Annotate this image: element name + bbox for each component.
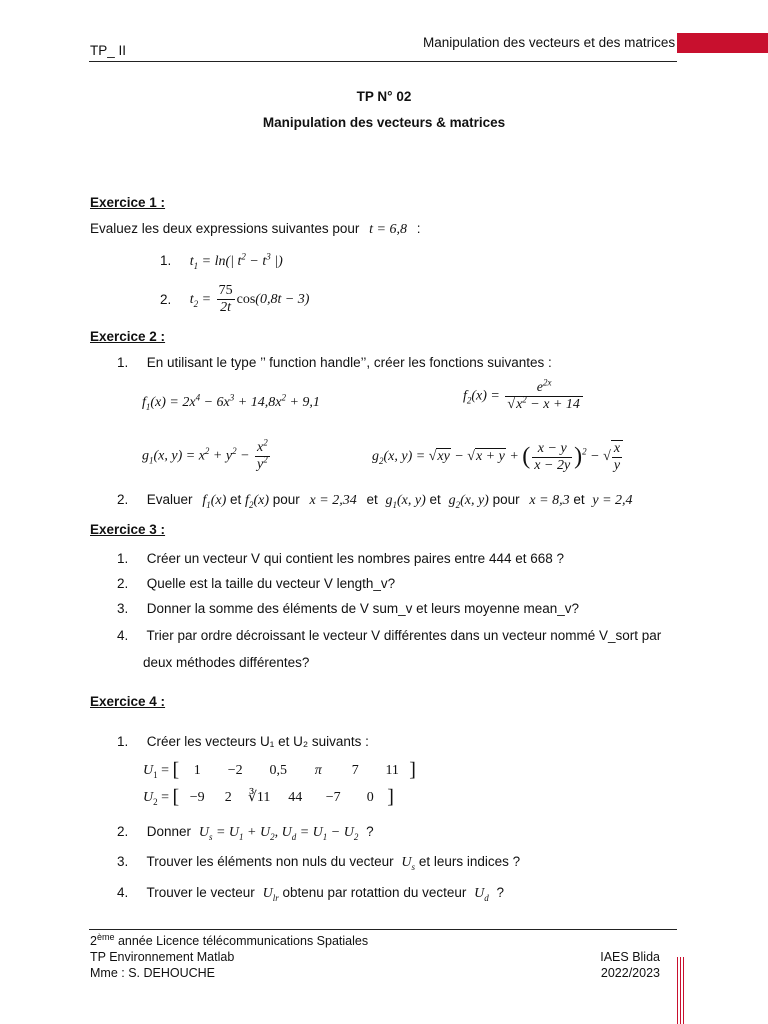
ex3-item-2-num: 2. <box>117 576 129 591</box>
ex4-item-3 <box>117 854 520 871</box>
u2-cell: −9 <box>189 790 205 805</box>
ex2-f2x: $f_2(x)$ <box>245 493 269 510</box>
ex3-item-3 <box>117 601 579 616</box>
footer-year-num: 2 <box>90 934 97 948</box>
footer-line-3: Mme : S. DEHOUCHE <box>90 966 216 980</box>
ex2-item-2-evaluer: Evaluer <box>146 492 193 507</box>
ex4-ulr: $U_{lr}$ <box>262 886 279 903</box>
doc-title: TP N° 02 <box>356 89 412 104</box>
ex1-item-1 <box>160 253 283 270</box>
ex3-item-2-text: Quelle est la taille du vecteur V length_v? <box>146 576 396 591</box>
ex4-item-4-end: ? <box>496 885 505 900</box>
ex2-item-2 <box>117 492 633 509</box>
ex4-item-1 <box>117 734 369 749</box>
footer-accent-bars <box>677 957 687 1024</box>
ex2-formula-g2: $g_2(x$, y) = √xy − √x + y + ( $\frac{x - y}{x - 2y}$ )$^2$ − √ $\frac{x}{y}$ <box>372 440 625 474</box>
ex1-t-value: t = 6,8 <box>369 222 408 237</box>
header-accent-bar <box>677 33 768 53</box>
ex2-et-1: et <box>230 492 242 507</box>
ex2-formula-f2: $f_2(x)$ = $\frac{e^{2x}}{√x^2 - x + 14}$ <box>463 380 585 413</box>
ex4-item-2-end: ? <box>366 824 374 839</box>
ex4-item-2-num: 2. <box>117 824 129 839</box>
ex4-item-3-num: 3. <box>117 854 129 869</box>
u1-cell: −2 <box>227 763 243 778</box>
ex2-et-2: et <box>366 492 378 507</box>
header-left: TP_ II <box>90 43 127 58</box>
ex4-item-3-end: et leurs indices ? <box>418 854 521 869</box>
u1-cell: 0,5 <box>269 763 287 778</box>
ex4-vector-u1: $U_1$ = [ 1 −2 0,5 π 7 11 ] <box>143 759 416 781</box>
ex3-item-4-cont: deux méthodes différentes? <box>143 655 310 670</box>
ex2-item-1-text: En utilisant le type ’’ function handle’’, créer les fonctions suivantes : <box>146 355 552 370</box>
footer-year-sup: ème <box>96 931 115 942</box>
ex3-item-4-num: 4. <box>117 628 129 643</box>
ex2-pour-2: pour <box>492 492 520 507</box>
ex4-item-4-text: Trouver le vecteur <box>146 885 255 900</box>
ex1-formula-t2: $t_2$ = $\frac{75}{2t}$ cos(0,8t − 3) <box>189 283 310 315</box>
ex2-item-2-num: 2. <box>117 492 129 507</box>
ex1-intro-text: Evaluez les deux expressions suivantes pour <box>90 221 360 236</box>
u2-cell: 44 <box>288 790 303 805</box>
ex3-item-1-num: 1. <box>117 551 129 566</box>
ex4-us: $U_s$ <box>401 855 416 872</box>
ex4-item-3-text: Trouver les éléments non nuls du vecteur <box>146 854 394 869</box>
doc-subtitle: Manipulation des vecteurs & matrices <box>262 115 506 130</box>
ex2-heading: Exercice 2 : <box>90 329 166 344</box>
ex2-pour-1: pour <box>272 492 300 507</box>
ex3-item-4 <box>117 628 661 643</box>
ex4-item-2-text: Donner <box>146 824 192 839</box>
ex3-item-3-text: Donner la somme des éléments de V sum_v et leurs moyenne mean_v? <box>146 601 579 616</box>
u2-cell: 2 <box>224 790 232 805</box>
ex3-heading: Exercice 3 : <box>90 522 166 537</box>
footer-line-2: TP Environnement Matlab <box>90 950 235 964</box>
ex1-item-1-num: 1. <box>160 253 172 268</box>
ex4-item-2 <box>117 824 374 841</box>
ex1-intro <box>90 221 421 238</box>
footer-line-1-text: année Licence télécommunications Spatiales <box>114 934 369 948</box>
ex1-intro-colon: : <box>416 221 421 236</box>
ex3-item-2 <box>117 576 395 591</box>
ex2-et-4: et <box>573 492 585 507</box>
ex4-heading: Exercice 4 : <box>90 694 166 709</box>
ex3-item-1-text: Créer un vecteur V qui contient les nombres paires entre 444 et 668 ? <box>146 551 565 566</box>
ex2-item-1 <box>117 355 552 370</box>
ex2-f1x: $f_1(x)$ <box>202 493 227 510</box>
ex3-item-3-num: 3. <box>117 601 129 616</box>
ex4-item-4-num: 4. <box>117 885 129 900</box>
ex4-item-1-num: 1. <box>117 734 129 749</box>
ex2-formula-g1: $g_1(x$, $y) = x^2 + y^2$ − $\frac{x^2}{y^2}$ <box>142 437 268 472</box>
ex2-et-3: et <box>429 492 441 507</box>
ex2-y-value: y = 2,4 <box>592 493 633 508</box>
ex1-item-2 <box>160 283 309 316</box>
ex3-item-1 <box>117 551 564 566</box>
ex2-g2xy: $g_2(x$, y) <box>448 493 489 510</box>
header-right: Manipulation des vecteurs et des matrices <box>423 35 676 50</box>
footer-right <box>560 949 660 981</box>
u1-cell: 7 <box>351 763 359 778</box>
ex1-heading: Exercice 1 : <box>90 195 166 210</box>
ex4-item-4 <box>117 885 504 902</box>
u1-cell: 11 <box>385 763 399 778</box>
ex2-g1xy: $g_1(x$, y) <box>385 493 426 510</box>
u2-cell: 0 <box>366 790 374 805</box>
ex4-vector-u2: $U_2$ = [ −9 2 ∛11 44 −7 0 ] <box>143 786 394 808</box>
ex4-ud: $U_d$ <box>474 886 489 903</box>
ex2-x2-value: x = 8,3 <box>529 493 570 508</box>
ex1-item-2-num: 2. <box>160 291 172 307</box>
ex4-item-1-text: Créer les vecteurs U₁ et U₂ suivants : <box>146 734 369 749</box>
ex3-item-4-text: Trier par ordre décroissant le vecteur V différentes dans un vecteur nommé V_sort par <box>146 628 662 643</box>
footer-rule <box>89 929 677 930</box>
ex4-item-4-mid: obtenu par rotattion du vecteur <box>282 885 467 900</box>
u1-cell: 1 <box>193 763 201 778</box>
u1-cell: π <box>314 763 322 778</box>
u2-cell: −7 <box>325 790 341 805</box>
ex4-sum-diff: $U_s = U_1 + U_2$, $U_d = U_1 - U_2$ <box>198 825 359 842</box>
footer-year: 2022/2023 <box>600 966 660 980</box>
ex2-item-1-num: 1. <box>117 355 129 370</box>
ex2-formula-f1: $f_1(x) = 2x^4 - 6x^3 + 14,8x^2 + 9,1$ <box>142 392 320 412</box>
footer-institution: IAES Blida <box>600 950 660 964</box>
footer-left <box>90 933 368 981</box>
header-rule <box>89 61 677 62</box>
footer-line-1 <box>90 933 368 949</box>
ex2-x-value: x = 2,34 <box>309 493 357 508</box>
u2-cell: ∛11 <box>248 790 271 805</box>
ex1-formula-t1: $t_1 = \ln(|$ $t^2 - t^3$ |) <box>189 251 283 271</box>
